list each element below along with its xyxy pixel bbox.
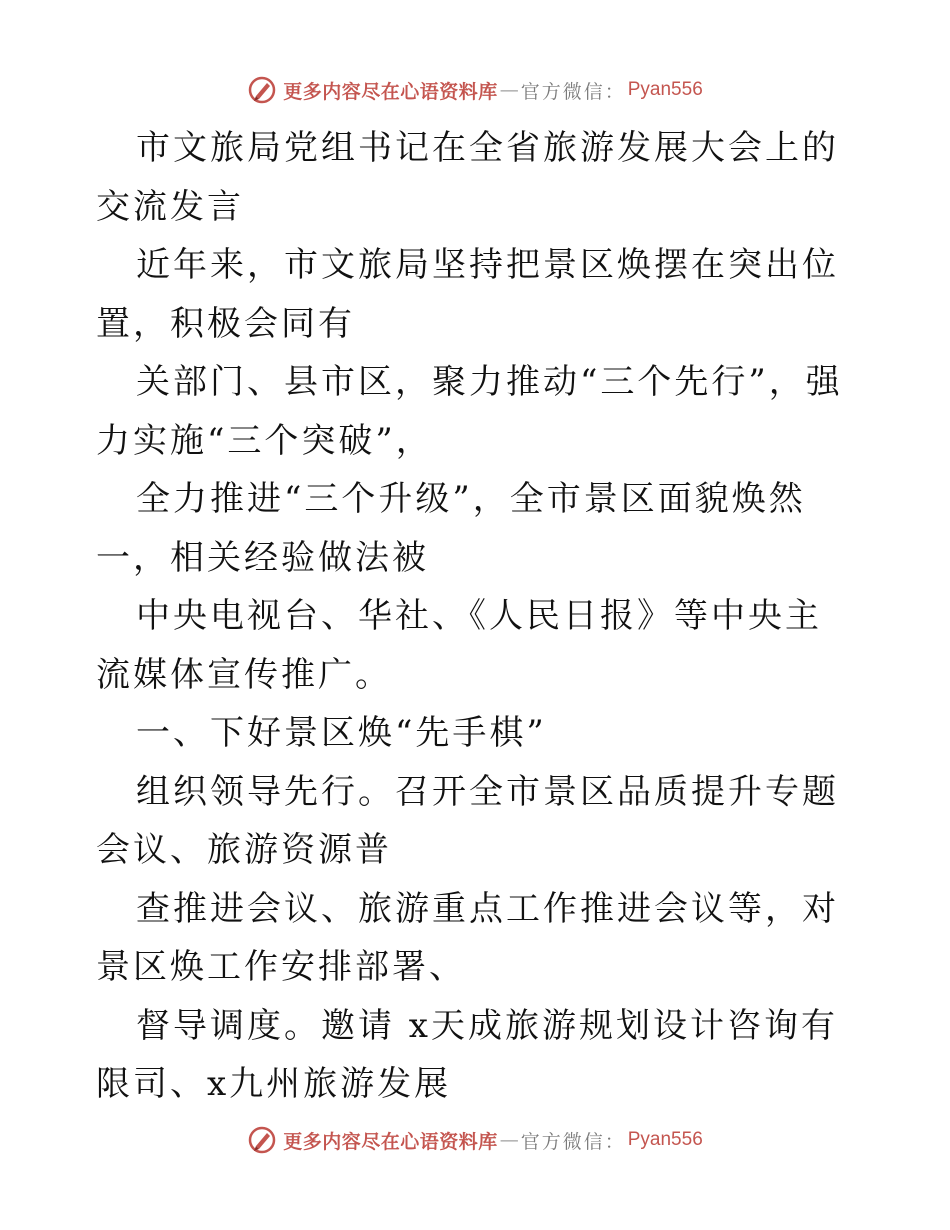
section-heading: 一、下好景区焕“先手棋”	[136, 713, 547, 753]
paragraph-title: 市文旅局党组书记在全省旅游发展大会上的交流发言	[96, 128, 839, 227]
watermark-dash: —	[499, 1129, 519, 1151]
watermark-wechat-id: Pyan556	[627, 79, 703, 100]
watermark-dash: —	[499, 79, 519, 101]
watermark-wechat-id: Pyan556	[627, 1129, 703, 1150]
watermark-main-text: 更多内容尽在心语资料库	[283, 1130, 498, 1153]
footer-watermark	[0, 1120, 950, 1160]
paragraph: 督导调度。邀请 x天成旅游规划设计咨询有限司、x九州旅游发展	[96, 1005, 838, 1104]
watermark-sub-text: 官方微信：	[520, 80, 626, 103]
paragraph: 查推进会议、旅游重点工作推进会议等，对景区焕工作安排部署、	[96, 888, 839, 987]
document-body	[96, 119, 856, 1114]
header-watermark	[0, 70, 950, 110]
watermark-main-text: 更多内容尽在心语资料库	[283, 80, 498, 103]
pen-logo-icon	[247, 75, 277, 105]
paragraph: 组织领导先行。召开全市景区品质提升专题会议、旅游资源普	[96, 771, 839, 870]
watermark-sub-text: 官方微信：	[520, 1130, 626, 1153]
paragraph: 关部门、县市区，聚力推动“三个先行”，强力实施“三个突破”，	[96, 362, 843, 461]
paragraph: 中央电视台、华社、《人民日报》等中央主流媒体宣传推广。	[96, 596, 822, 695]
paragraph: 近年来，市文旅局坚持把景区焕摆在突出位置，积极会同有	[96, 245, 839, 344]
paragraph: 全力推进“三个升级”，全市景区面貌焕然一，相关经验做法被	[96, 479, 806, 578]
pen-logo-icon	[247, 1125, 277, 1155]
